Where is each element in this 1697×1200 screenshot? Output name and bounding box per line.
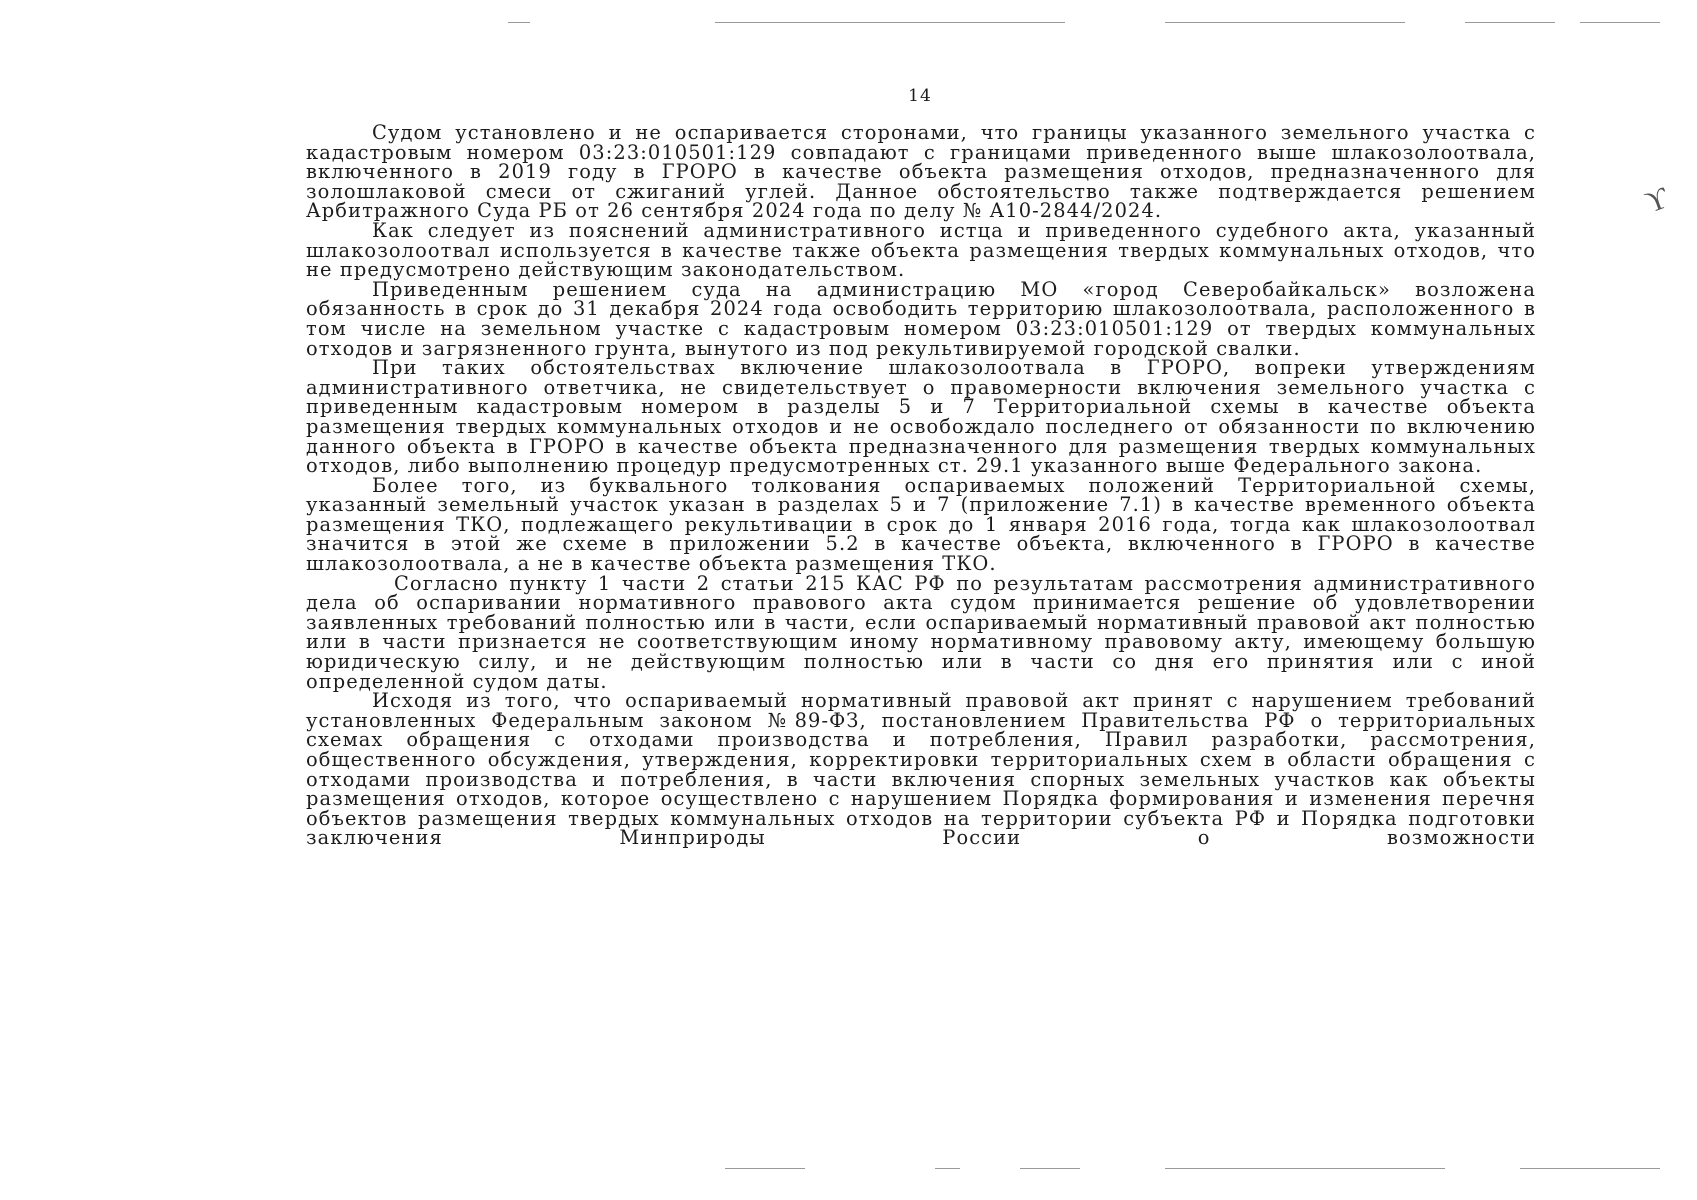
document-body [306, 123, 1536, 848]
paragraph: Согласно пункту 1 части 2 статьи 215 КАС РФ по результатам рассмотрения административного дела об оспаривании нормативного правового акта судом принимается решение об удовлетворении заявленных требований полностью или в части, если оспариваемый нормативный правовой акт полностью или в части признается не соответствующим иному нормативному правовому акту, имеющему большую юридическую силу, и не действующим полностью или в части со дня его принятия или с иной определенной судом даты. [306, 571, 1536, 693]
scan-edge-line [935, 1168, 960, 1169]
handwritten-margin-mark: ϒ [1640, 181, 1673, 220]
paragraph: Как следует из пояснений административного истца и приведенного судебного акта, указанный шлакозолоотвал используется в качестве также объекта размещения твердых коммунальных отходов, что не предусмотрено действующим законодательством. [306, 218, 1536, 282]
scan-edge-line [1520, 1168, 1660, 1169]
scan-edge-line [715, 22, 1065, 23]
scan-edge-line [1165, 1168, 1445, 1169]
paragraph: Более того, из буквального толкования оспариваемых положений Территориальной схемы, указанный земельный участок указан в разделах 5 и 7 (приложение 7.1) в качестве временного объекта размещения ТКО, подлежащего рекультивации в срок до 1 января 2016 года, тогда как шлакозолоотвал значится в этой же схеме в приложении 5.2 в качестве объекта, включенного в ГРОРО в качестве шлакозолоотвала, а не в качестве объекта размещения ТКО. [306, 473, 1536, 576]
scan-edge-line [1165, 22, 1405, 23]
scan-edge-line [1020, 1168, 1080, 1169]
scan-edge-line [725, 1168, 805, 1169]
scan-edge-line [1465, 22, 1555, 23]
paragraph: Судом установлено и не оспаривается сторонами, что границы указанного земельного участка с кадастровым номером 03:23:010501:129 совпадают с границами приведенного выше шлакозолоотвала, включенного в 2019 году в ГРОРО в качестве объекта размещения отходов, предназначенного для золошлаковой смеси от сжиганий углей. Данное обстоятельство также подтверждается решением Арбитражного Суда РБ от 26 сентября 2024 года по делу № А10-2844/2024. [306, 121, 1536, 223]
page-number: 14 [908, 86, 932, 106]
paragraph: При таких обстоятельствах включение шлакозолоотвала в ГРОРО, вопреки утверждениям административного ответчика, не свидетельствует о правомерности включения земельного участка с приведенным кадастровым номером в разделы 5 и 7 Территориальной схемы в качестве объекта размещения твердых коммунальных отходов и не освобождало последнего от обязанности по включению данного объекта в ГРОРО в качестве объекта предназначенного для размещения твердых коммунальных отходов, либо выполнению процедур предусмотренных ст. 29.1 указанного выше Федерального закона. [306, 356, 1536, 478]
paragraph: Приведенным решением суда на администрацию МО «город Северобайкальск» возложена обязанность в срок до 31 декабря 2024 года освободить территорию шлакозолоотвала, расположенного в том числе на земельном участке с кадастровым номером 03:23:010501:129 от твердых коммунальных отходов и загрязненного грунта, вынутого из под рекультивируемой городской свалки. [306, 277, 1536, 360]
scan-edge-line [1580, 22, 1660, 23]
scan-edge-line [508, 22, 530, 23]
paragraph: Исходя из того, что оспариваемый нормативный правовой акт принят с нарушением требований установленных Федеральным законом №89-ФЗ, постановлением Правительства РФ о территориальных схемах обращения с отходами производства и потребления, Правил разработки, рассмотрения, общественного обсуждения, утверждения, корректировки территориальных схем в области обращения с отходами производства и потребления, в части включения спорных земельных участков как объекты размещения отходов, которое осуществлено с нарушением Порядка формирования и изменения перечня объектов размещения твердых коммунальных отходов на территории субъекта РФ и Порядка подготовки заключения Минприроды России о возможности [306, 689, 1536, 850]
